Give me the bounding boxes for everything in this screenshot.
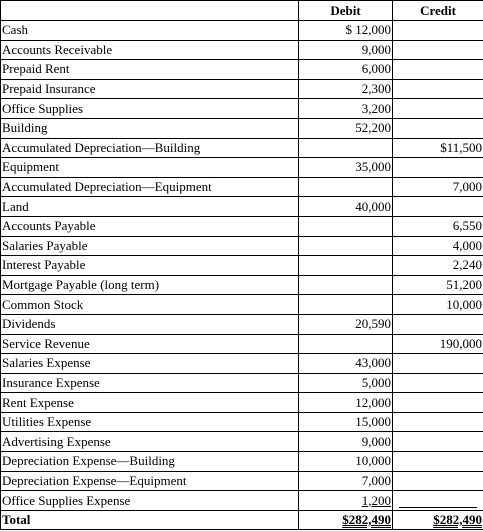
debit-amount: 12,000 [299,393,393,413]
total-debit [299,510,393,530]
table-row [1,275,483,295]
credit-amount: $11,500 [393,138,483,158]
table-row [1,79,483,99]
table-row [1,334,483,354]
account-name: Service Revenue [1,334,299,354]
credit-amount: 6,550 [393,216,483,236]
table-footer [1,510,483,530]
account-name: Accumulated Depreciation—Building [1,138,299,158]
credit-amount [393,79,483,99]
debit-amount: 20,590 [299,314,393,334]
credit-amount [393,491,483,511]
table-row [1,99,483,119]
debit-amount-value: 1,200 [361,492,391,508]
table-row [1,256,483,276]
debit-amount: 15,000 [299,412,393,432]
table-row [1,373,483,393]
total-credit [393,510,483,530]
table-row [1,177,483,197]
header-credit: Credit [393,1,483,21]
table-row [1,432,483,452]
credit-amount [393,99,483,119]
credit-amount [393,40,483,60]
credit-amount [393,158,483,178]
account-name: Prepaid Insurance [1,79,299,99]
credit-amount: 7,000 [393,177,483,197]
credit-amount: 10,000 [393,295,483,315]
account-name: Building [1,118,299,138]
table-row [1,354,483,374]
credit-amount [393,412,483,432]
debit-amount [299,491,393,511]
credit-amount [393,118,483,138]
table-row [1,471,483,491]
debit-amount [299,295,393,315]
debit-amount: 2,300 [299,79,393,99]
credit-amount [393,471,483,491]
debit-amount [299,256,393,276]
total-debit-value: $282,490 [342,512,391,528]
debit-amount [299,334,393,354]
credit-amount [393,393,483,413]
credit-amount: 190,000 [393,334,483,354]
account-name: Accounts Payable [1,216,299,236]
credit-amount: 4,000 [393,236,483,256]
header-row [1,1,483,21]
debit-amount: 35,000 [299,158,393,178]
account-name: Accumulated Depreciation—Equipment [1,177,299,197]
debit-amount [299,275,393,295]
debit-amount: 9,000 [299,40,393,60]
table-body [1,21,483,511]
debit-amount: 3,200 [299,99,393,119]
table-row [1,216,483,236]
debit-amount: 43,000 [299,354,393,374]
table-header [1,1,483,21]
table-row [1,393,483,413]
account-name: Land [1,197,299,217]
account-name: Rent Expense [1,393,299,413]
debit-amount [299,236,393,256]
credit-amount [393,452,483,472]
total-row [1,510,483,530]
credit-amount [393,314,483,334]
credit-amount: 51,200 [393,275,483,295]
debit-amount: 5,000 [299,373,393,393]
credit-amount [393,354,483,374]
table-row [1,138,483,158]
table-row [1,158,483,178]
table-row [1,295,483,315]
debit-amount: 52,200 [299,118,393,138]
table-row [1,40,483,60]
account-name: Accounts Receivable [1,40,299,60]
account-name: Advertising Expense [1,432,299,452]
debit-amount: 10,000 [299,452,393,472]
table-row [1,118,483,138]
table-row [1,452,483,472]
debit-amount [299,216,393,236]
account-name: Depreciation Expense—Building [1,452,299,472]
debit-amount: 9,000 [299,432,393,452]
account-name: Equipment [1,158,299,178]
table-row [1,197,483,217]
credit-amount: 2,240 [393,256,483,276]
account-name: Mortgage Payable (long term) [1,275,299,295]
account-name: Depreciation Expense—Equipment [1,471,299,491]
debit-amount: 40,000 [299,197,393,217]
header-account [1,1,299,21]
total-credit-value: $282,490 [433,512,482,528]
account-name: Office Supplies Expense [1,491,299,511]
table-row [1,412,483,432]
table-row [1,21,483,41]
account-name: Salaries Expense [1,354,299,374]
account-name: Interest Payable [1,256,299,276]
account-name: Office Supplies [1,99,299,119]
debit-amount: $ 12,000 [299,21,393,41]
table-row [1,60,483,80]
account-name: Prepaid Rent [1,60,299,80]
header-debit: Debit [299,1,393,21]
credit-amount [393,60,483,80]
account-name: Utilities Expense [1,412,299,432]
account-name: Cash [1,21,299,41]
account-name: Insurance Expense [1,373,299,393]
account-name: Common Stock [1,295,299,315]
debit-amount: 7,000 [299,471,393,491]
table-row [1,314,483,334]
credit-amount [393,21,483,41]
table-row [1,236,483,256]
debit-amount [299,177,393,197]
debit-amount [299,138,393,158]
debit-amount: 6,000 [299,60,393,80]
credit-amount [393,432,483,452]
account-name: Salaries Payable [1,236,299,256]
credit-underline [399,494,477,508]
account-name: Dividends [1,314,299,334]
credit-amount [393,373,483,393]
total-label: Total [1,510,299,530]
credit-amount [393,197,483,217]
table-row [1,491,483,511]
